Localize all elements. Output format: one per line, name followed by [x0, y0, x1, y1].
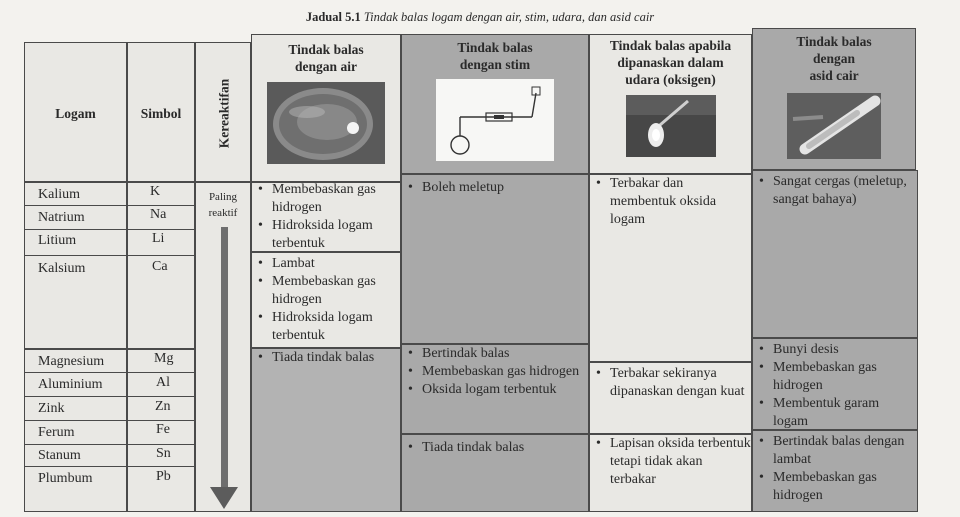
caption-text: Tindak balas logam dengan air, stim, udara, dan asid cair	[363, 10, 655, 24]
asid-group3-item: • Bertindak balas dengan lambat	[753, 433, 917, 469]
udara-cell-group1	[589, 174, 752, 362]
metal-symbol: Ca	[152, 259, 168, 274]
udara-cell-group3	[589, 434, 752, 512]
header-udara	[589, 34, 752, 174]
reactivity-arrow	[208, 227, 240, 517]
metal-symbol: Zn	[155, 399, 171, 414]
asid-group2-item: • Membebaskan gas hidrogen	[753, 359, 917, 395]
table-caption	[0, 10, 960, 25]
metal-symbol: Al	[156, 375, 170, 390]
air-group2-item: • Membebaskan gas hidrogen	[252, 273, 400, 309]
header-asid	[752, 28, 916, 170]
air-group2-item: • Hidroksida logam terbentuk	[252, 309, 400, 345]
air-group1-item: • Hidroksida logam terbentuk	[252, 217, 400, 253]
metal-name: Litium	[38, 233, 77, 248]
asid-cell-group3	[752, 430, 918, 512]
burning-metal-photo	[626, 95, 716, 157]
udara-cell-group2	[589, 362, 752, 434]
steam-apparatus-diagram	[436, 79, 554, 161]
stim-cell-group1	[401, 174, 589, 344]
stim-group1-item: • Boleh meletup	[402, 179, 588, 197]
metal-symbol: Na	[150, 207, 167, 222]
header-stim-line1: Tindak balas	[457, 40, 533, 55]
metal-symbol: Li	[152, 231, 165, 246]
stim-group2-item: • Bertindak balas	[402, 345, 588, 363]
asid-cell-group1	[752, 170, 918, 338]
udara-group2-item: • Terbakar sekiranya dipanaskan dengan kuat	[590, 365, 751, 401]
reactivity-label-line2: reaktif	[208, 207, 238, 219]
metal-symbol: Pb	[156, 469, 171, 484]
stim-cell-group3	[401, 434, 589, 512]
air-group1-item: • Membebaskan gas hidrogen	[252, 181, 400, 217]
metal-name: Plumbum	[38, 471, 93, 486]
header-kereaktifan-label: Kereaktifan	[216, 78, 232, 149]
header-simbol-label: Simbol	[140, 106, 182, 121]
test-tube-acid-photo	[787, 93, 881, 159]
header-asid-line2: dengan	[812, 51, 856, 66]
header-udara-line3: udara (oksigen)	[625, 72, 716, 87]
water-reaction-photo	[267, 82, 385, 164]
header-kereaktifan	[195, 42, 251, 182]
metal-name: Zink	[38, 401, 65, 416]
header-udara-line2: dipanaskan dalam	[617, 55, 724, 70]
reactivity-label-line1: Paling	[208, 191, 238, 203]
metal-name: Stanum	[38, 448, 81, 463]
air-cell-group1	[251, 182, 401, 252]
air-group3-item: • Tiada tindak balas	[252, 349, 400, 367]
header-logam	[24, 42, 127, 182]
metal-name: Ferum	[38, 425, 75, 440]
header-simbol	[127, 42, 195, 182]
header-stim	[401, 34, 589, 174]
asid-group3-item: • Membebaskan gas hidrogen	[753, 469, 917, 505]
metal-symbol: Sn	[156, 446, 171, 461]
metal-name: Magnesium	[38, 354, 105, 369]
asid-group2-item: • Membentuk garam logam	[753, 395, 917, 431]
stim-group3-item: • Tiada tindak balas	[402, 439, 588, 457]
stim-group2-item: • Oksida logam terbentuk	[402, 381, 588, 399]
metal-name: Aluminium	[38, 377, 103, 392]
air-cell-group2	[251, 252, 401, 348]
header-air	[251, 34, 401, 182]
asid-group1-item: • Sangat cergas (meletup, sangat bahaya)	[753, 173, 917, 209]
header-udara-line1: Tindak balas apabila	[609, 38, 732, 53]
metal-symbol: Fe	[156, 422, 170, 437]
header-asid-line1: Tindak balas	[796, 34, 872, 49]
stim-cell-group2	[401, 344, 589, 434]
air-group2-item: • Lambat	[252, 255, 400, 273]
metal-symbol: K	[150, 184, 161, 199]
header-air-line1: Tindak balas	[288, 42, 364, 57]
udara-group1-item: • Terbakar dan membentuk oksida logam	[590, 175, 751, 229]
asid-cell-group2	[752, 338, 918, 430]
header-stim-line2: dengan stim	[459, 57, 531, 72]
asid-group2-item: • Bunyi desis	[753, 341, 917, 359]
header-logam-label: Logam	[55, 106, 96, 121]
metal-name: Natrium	[38, 210, 85, 225]
air-cell-group3	[251, 348, 401, 512]
header-asid-line3: asid cair	[809, 68, 859, 83]
metal-symbol: Mg	[154, 351, 174, 366]
udara-group3-item: • Lapisan oksida terbentuk tetapi tidak akan terbakar	[590, 435, 751, 489]
header-air-line2: dengan air	[295, 59, 357, 74]
reactivity-column	[195, 182, 251, 512]
metal-name: Kalsium	[38, 261, 86, 276]
caption-label: Jadual 5.1	[305, 10, 361, 24]
metal-name: Kalium	[38, 187, 80, 202]
stim-group2-item: • Membebaskan gas hidrogen	[402, 363, 588, 381]
